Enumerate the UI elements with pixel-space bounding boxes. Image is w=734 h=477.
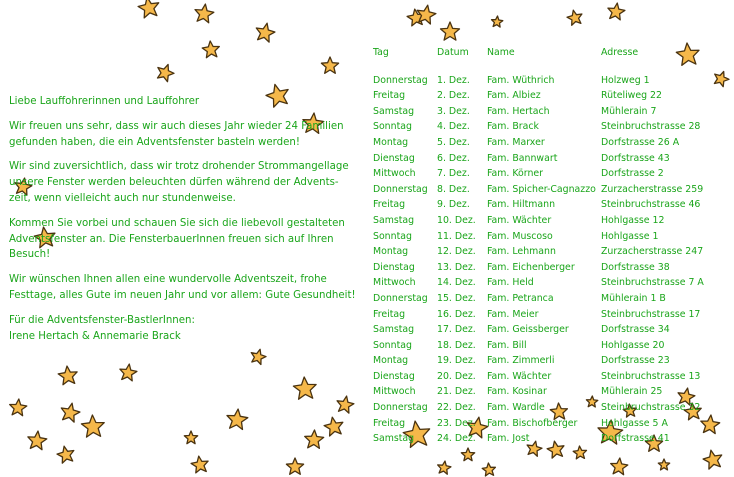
cell-date: 19. Dez. <box>437 355 476 367</box>
cell-day: Sonntag <box>373 121 412 133</box>
star-icon <box>61 403 80 422</box>
cell-address: Dorfstrasse 41 <box>601 433 670 445</box>
cell-day: Sonntag <box>373 230 412 242</box>
star-icon <box>703 450 722 469</box>
cell-day: Mittwoch <box>373 168 416 180</box>
star-icon <box>417 5 436 24</box>
table-row <box>373 88 711 104</box>
cell-date: 16. Dez. <box>437 308 476 320</box>
star-icon <box>567 10 582 25</box>
cell-address: Zurzacherstrasse 247 <box>601 246 704 258</box>
cell-address: Hohlgasse 12 <box>601 214 665 226</box>
cell-name: Fam. Spicher-Cagnazzo <box>487 183 596 195</box>
star-icon <box>573 446 586 459</box>
cell-day: Freitag <box>373 90 406 102</box>
cell-day: Montag <box>373 355 409 367</box>
header-name: Name <box>487 47 515 58</box>
cell-date: 1. Dez. <box>437 74 470 86</box>
letter-line: Besuch! <box>9 249 51 261</box>
cell-name: Fam. Muscoso <box>487 230 553 242</box>
cell-address: Mühlerain 1 B <box>601 292 666 304</box>
header-adresse: Adresse <box>601 47 639 58</box>
advent-schedule-table <box>373 45 711 447</box>
table-row <box>373 182 711 198</box>
cell-day: Freitag <box>373 308 406 320</box>
star-icon <box>256 23 275 42</box>
cell-address: Steinbruchstrasse 13 <box>601 370 701 382</box>
cell-date: 3. Dez. <box>437 105 470 117</box>
cell-day: Donnerstag <box>373 74 428 86</box>
star-icon <box>293 377 316 399</box>
cell-day: Samstag <box>373 214 415 226</box>
cell-date: 7. Dez. <box>437 168 470 180</box>
cell-day: Samstag <box>373 324 415 336</box>
star-icon <box>658 459 669 470</box>
cell-date: 10. Dez. <box>437 214 476 226</box>
star-icon <box>461 448 474 461</box>
letter-line: Wir freuen uns sehr, dass wir auch dieses Jahr wieder 24 Familien <box>9 120 344 132</box>
cell-day: Dienstag <box>373 261 415 273</box>
cell-name: Fam. Bischofberger <box>487 417 578 429</box>
letter-signature <box>9 313 359 345</box>
cell-name: Fam. Hiltmann <box>487 199 556 211</box>
cell-date: 12. Dez. <box>437 246 476 258</box>
cell-day: Freitag <box>373 417 406 429</box>
table-row <box>373 353 711 369</box>
cell-name: Fam. Petranca <box>487 292 554 304</box>
letter-line: zeit, wenn vielleicht auch nur stundenweise. <box>9 192 236 204</box>
star-icon <box>321 57 338 73</box>
cell-name: Fam. Bannwart <box>487 152 558 164</box>
cell-address: Rüteliweg 22 <box>601 90 662 102</box>
cell-address: Dorfstrasse 26 A <box>601 136 680 148</box>
star-icon <box>195 4 214 23</box>
star-icon <box>492 16 503 27</box>
cell-day: Donnerstag <box>373 402 428 414</box>
cell-name: Fam. Hertach <box>487 105 550 117</box>
letter-line: Adventsfenster an. Die FensterbauerInnen freuen sich auf Ihren <box>9 233 334 245</box>
cell-name: Fam. Meier <box>487 308 539 320</box>
star-icon <box>438 461 451 474</box>
cell-day: Donnerstag <box>373 292 428 304</box>
cell-date: 21. Dez. <box>437 386 476 398</box>
cell-address: Steinbruchstrasse 32 <box>601 402 701 414</box>
cell-date: 2. Dez. <box>437 90 470 102</box>
cell-address: Hohlgasse 1 <box>601 230 659 242</box>
cell-date: 15. Dez. <box>437 292 476 304</box>
cell-address: Dorfstrasse 2 <box>601 168 664 180</box>
star-icon <box>202 41 219 58</box>
table-row <box>373 291 711 307</box>
table-row <box>373 260 711 276</box>
star-icon <box>138 0 159 18</box>
star-icon <box>305 430 324 448</box>
cell-name: Fam. Zimmerli <box>487 355 555 367</box>
table-row <box>373 151 711 167</box>
letter-line: Kommen Sie vorbei und schauen Sie sich die liebevoll gestalteten <box>9 217 345 229</box>
table-row <box>373 197 711 213</box>
letter-greeting: Liebe Lauffohrerinnen und Lauffohrer <box>9 96 200 107</box>
star-icon <box>337 396 354 413</box>
cell-date: 20. Dez. <box>437 370 476 382</box>
cell-day: Dienstag <box>373 370 415 382</box>
cell-name: Fam. Marxer <box>487 136 545 148</box>
letter-paragraph-2 <box>9 159 359 206</box>
cell-address: Dorfstrasse 43 <box>601 152 670 164</box>
cell-address: Hohlgasse 20 <box>601 339 665 351</box>
star-icon <box>57 446 74 463</box>
star-icon <box>227 409 248 429</box>
cell-day: Montag <box>373 246 409 258</box>
cell-day: Samstag <box>373 105 415 117</box>
star-icon <box>184 431 197 444</box>
star-icon <box>28 431 47 450</box>
cell-date: 14. Dez. <box>437 277 476 289</box>
table-row <box>373 431 711 447</box>
cell-name: Fam. Wardle <box>487 402 545 414</box>
star-icon <box>714 72 729 87</box>
letter-paragraph-1 <box>9 119 359 151</box>
cell-name: Fam. Jost <box>487 433 530 445</box>
cell-address: Hohlgasse 5 A <box>601 417 668 429</box>
cell-day: Sonntag <box>373 339 412 351</box>
table-row <box>373 135 711 151</box>
cell-day: Freitag <box>373 199 406 211</box>
cell-date: 5. Dez. <box>437 136 470 148</box>
schedule-rows <box>373 73 711 447</box>
table-row <box>373 384 711 400</box>
star-icon <box>324 417 343 436</box>
schedule-header-row <box>373 45 711 61</box>
cell-date: 13. Dez. <box>437 261 476 273</box>
cell-name: Fam. Kosinar <box>487 386 547 398</box>
cell-address: Dorfstrasse 38 <box>601 261 670 273</box>
cell-address: Dorfstrasse 34 <box>601 324 670 336</box>
cell-date: 4. Dez. <box>437 121 470 133</box>
cell-date: 9. Dez. <box>437 199 470 211</box>
table-row <box>373 338 711 354</box>
table-row <box>373 307 711 323</box>
cell-name: Fam. Eichenberger <box>487 261 575 273</box>
star-icon <box>441 22 460 40</box>
cell-name: Fam. Bill <box>487 339 527 351</box>
cell-address: Zurzacherstrasse 259 <box>601 183 704 195</box>
star-icon <box>81 415 104 437</box>
star-icon <box>120 364 137 381</box>
star-icon <box>286 458 303 474</box>
cell-date: 11. Dez. <box>437 230 476 242</box>
cell-name: Fam. Körner <box>487 168 544 180</box>
cell-date: 18. Dez. <box>437 339 476 351</box>
letter-line: Irene Hertach & Annemarie Brack <box>9 330 181 342</box>
cell-address: Steinbruchstrasse 7 A <box>601 277 704 289</box>
cell-name: Fam. Wüthrich <box>487 74 555 86</box>
cell-name: Fam. Lehmann <box>487 246 556 258</box>
letter-line: gefunden haben, die ein Adventsfenster basteln werden! <box>9 136 300 148</box>
table-row <box>373 166 711 182</box>
cell-date: 6. Dez. <box>437 152 470 164</box>
cell-name: Fam. Brack <box>487 121 539 133</box>
table-row <box>373 213 711 229</box>
cell-address: Mühlerain 25 <box>601 386 663 398</box>
cell-date: 23. Dez. <box>437 417 476 429</box>
cell-day: Donnerstag <box>373 183 428 195</box>
cell-address: Holzweg 1 <box>601 74 650 86</box>
star-icon <box>58 366 77 385</box>
cell-day: Mittwoch <box>373 386 416 398</box>
cell-name: Fam. Wächter <box>487 370 552 382</box>
star-icon <box>10 399 27 416</box>
letter-paragraph-4 <box>9 272 359 304</box>
cell-address: Dorfstrasse 23 <box>601 355 670 367</box>
table-row <box>373 229 711 245</box>
star-icon <box>482 463 495 476</box>
cell-name: Fam. Held <box>487 277 534 289</box>
cell-day: Samstag <box>373 433 415 445</box>
letter-line: Für die Adventsfenster-BastlerInnen: <box>9 314 195 326</box>
cell-address: Mühlerain 7 <box>601 105 657 117</box>
table-row <box>373 275 711 291</box>
cell-address: Steinbruchstrasse 17 <box>601 308 701 320</box>
letter-line: Wir wünschen Ihnen allen eine wundervolle Adventszeit, frohe <box>9 274 327 286</box>
cell-date: 8. Dez. <box>437 183 470 195</box>
table-row <box>373 400 711 416</box>
header-datum: Datum <box>437 47 469 58</box>
table-row <box>373 104 711 120</box>
cell-day: Montag <box>373 136 409 148</box>
cell-name: Fam. Albiez <box>487 90 541 102</box>
cell-date: 24. Dez. <box>437 433 476 445</box>
cell-day: Mittwoch <box>373 277 416 289</box>
letter-line: Wir sind zuversichtlich, dass wir trotz drohender Strommangellage <box>9 161 349 173</box>
table-row <box>373 73 711 89</box>
cell-date: 22. Dez. <box>437 402 476 414</box>
table-row <box>373 416 711 432</box>
letter-line: Festtage, alles Gute im neuen Jahr und vor allem: Gute Gesundheit! <box>9 289 356 301</box>
table-row <box>373 119 711 135</box>
letter-line: unsere Fenster werden beleuchten dürfen während der Advents- <box>9 177 339 189</box>
cell-name: Fam. Wächter <box>487 214 552 226</box>
cell-address: Steinbruchstrasse 46 <box>601 199 701 211</box>
letter <box>9 94 359 353</box>
star-icon <box>158 65 175 82</box>
table-row <box>373 369 711 385</box>
cell-date: 17. Dez. <box>437 324 476 336</box>
cell-name: Fam. Geissberger <box>487 324 569 336</box>
table-row <box>373 322 711 338</box>
header-tag: Tag <box>373 47 389 58</box>
star-icon <box>611 458 628 475</box>
cell-address: Steinbruchstrasse 28 <box>601 121 701 133</box>
star-icon <box>608 3 625 20</box>
letter-paragraph-3 <box>9 216 359 263</box>
table-row <box>373 244 711 260</box>
cell-day: Dienstag <box>373 152 415 164</box>
star-icon <box>191 456 208 473</box>
